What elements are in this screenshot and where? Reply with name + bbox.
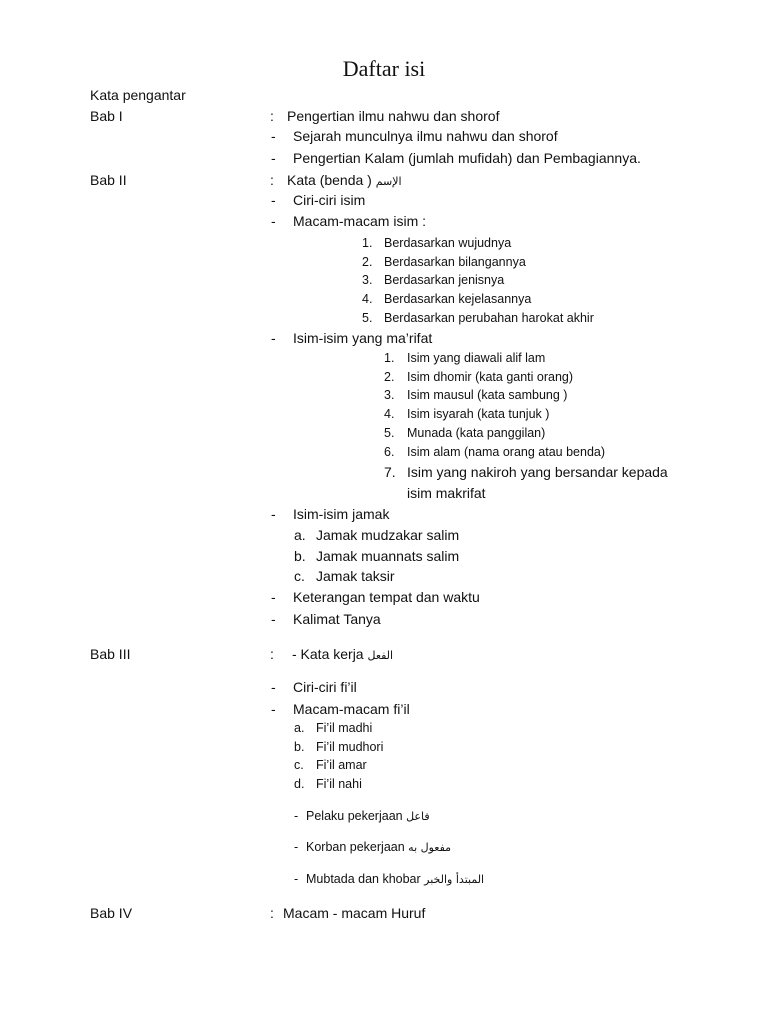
bab-3-label: Bab III	[90, 646, 131, 662]
list-item: Munada (kata panggilan)	[407, 426, 546, 440]
page-title: Daftar isi	[342, 56, 426, 81]
list-letter: a.	[294, 721, 305, 735]
bab-1-item: Sejarah munculnya ilmu nahwu dan shorof	[293, 128, 558, 144]
bab-3-extra-text: Korban pekerjaan	[306, 840, 405, 854]
list-number: 1.	[362, 236, 373, 250]
bab-3-extra-arabic: المبتدأ والخبر	[424, 873, 485, 886]
bab-2-heading-arabic: الإسم	[375, 175, 402, 188]
dash-marker: -	[294, 872, 299, 886]
dash-marker: -	[271, 611, 276, 627]
bab-4-label: Bab IV	[90, 905, 133, 921]
list-item: Fi’il amar	[316, 758, 367, 772]
bab-3-extra-item	[306, 840, 451, 855]
list-item: Isim isyarah (kata tunjuk )	[407, 407, 550, 421]
bab-1-colon: :	[270, 108, 274, 124]
dash-marker: -	[294, 809, 299, 823]
list-letter: b.	[294, 740, 305, 754]
list-letter: c.	[294, 568, 305, 584]
dash-marker: -	[271, 679, 276, 695]
bab-1-label: Bab I	[90, 108, 123, 124]
list-item: Jamak muannats salim	[316, 548, 460, 564]
dash-marker: -	[271, 150, 276, 166]
list-number: 4.	[362, 292, 373, 306]
bab-3-heading-arabic: الفعل	[367, 649, 394, 662]
dash-marker: -	[271, 589, 276, 605]
list-item: Berdasarkan jenisnya	[384, 273, 505, 287]
dash-marker: -	[271, 330, 276, 346]
bab-2-label: Bab II	[90, 172, 127, 188]
dash-marker: -	[271, 128, 276, 144]
list-number: 5.	[362, 311, 373, 325]
dash-marker: -	[271, 192, 276, 208]
bab-2-heading	[287, 172, 402, 190]
list-item: Jamak mudzakar salim	[316, 527, 460, 543]
dash-marker: -	[271, 701, 276, 717]
list-item: Berdasarkan kejelasannya	[384, 292, 532, 306]
list-item: Isim yang diawali alif lam	[407, 351, 546, 365]
bab-3-heading	[292, 646, 393, 664]
bab-3-extra-text: Pelaku pekerjaan	[306, 809, 403, 823]
list-number: 2.	[362, 255, 373, 269]
bab-3-extra-arabic: مفعول به	[408, 841, 452, 854]
bab-2-ciri: Ciri-ciri isim	[293, 192, 366, 208]
bab-2-macam: Macam-macam isim :	[293, 213, 427, 229]
list-number: 4.	[384, 407, 395, 421]
bab-3-ciri: Ciri-ciri fi’il	[293, 679, 357, 695]
list-number: 7.	[384, 464, 396, 480]
bab-4-colon: :	[270, 905, 274, 921]
bab-3-extra-text: Mubtada dan khobar	[306, 872, 421, 886]
list-item: Fi’il mudhori	[316, 740, 384, 754]
dash-marker: -	[294, 840, 299, 854]
dash-marker: -	[271, 506, 276, 522]
list-item: Isim mausul (kata sambung )	[407, 388, 568, 402]
dash-marker: -	[271, 213, 276, 229]
list-number: 2.	[384, 370, 395, 384]
bab-2-kalimat-tanya: Kalimat Tanya	[293, 611, 381, 627]
bab-1-heading: Pengertian ilmu nahwu dan shorof	[287, 108, 500, 124]
list-letter: b.	[294, 548, 306, 564]
bab-1-item: Pengertian Kalam (jumlah mufidah) dan Pembagiannya.	[293, 150, 641, 166]
list-number: 3.	[384, 388, 395, 402]
list-item-continued: isim makrifat	[407, 485, 486, 501]
bab-3-extra-arabic: فاعل	[406, 810, 430, 823]
list-item: Isim alam (nama orang atau benda)	[407, 445, 606, 459]
list-letter: c.	[294, 758, 304, 772]
bab-3-heading-text: - Kata kerja	[292, 646, 364, 662]
kata-pengantar: Kata pengantar	[90, 87, 186, 103]
bab-3-colon: :	[270, 646, 274, 662]
list-letter: d.	[294, 777, 305, 791]
bab-3-extra-item	[306, 809, 430, 824]
list-number: 3.	[362, 273, 373, 287]
list-item: Berdasarkan wujudnya	[384, 236, 512, 250]
list-letter: a.	[294, 527, 306, 543]
list-item: Berdasarkan bilangannya	[384, 255, 526, 269]
bab-2-heading-text: Kata (benda )	[287, 172, 372, 188]
list-item: Fi’il madhi	[316, 721, 373, 735]
list-item: Jamak taksir	[316, 568, 395, 584]
bab-2-colon: :	[270, 172, 274, 188]
list-item: Berdasarkan perubahan harokat akhir	[384, 311, 594, 325]
bab-3-macam: Macam-macam fi’il	[293, 701, 410, 717]
list-number: 1.	[384, 351, 395, 365]
bab-2-keterangan: Keterangan tempat dan waktu	[293, 589, 480, 605]
bab-2-marifat: Isim-isim yang ma’rifat	[293, 330, 433, 346]
bab-2-jamak: Isim-isim jamak	[293, 506, 390, 522]
list-item: Fi’il nahi	[316, 777, 362, 791]
bab-3-extra-item	[306, 872, 484, 887]
list-item: Isim dhomir (kata ganti orang)	[407, 370, 574, 384]
list-number: 6.	[384, 445, 395, 459]
list-item: Isim yang nakiroh yang bersandar kepada	[407, 464, 668, 480]
list-number: 5.	[384, 426, 395, 440]
bab-4-heading: Macam - macam Huruf	[283, 905, 426, 921]
